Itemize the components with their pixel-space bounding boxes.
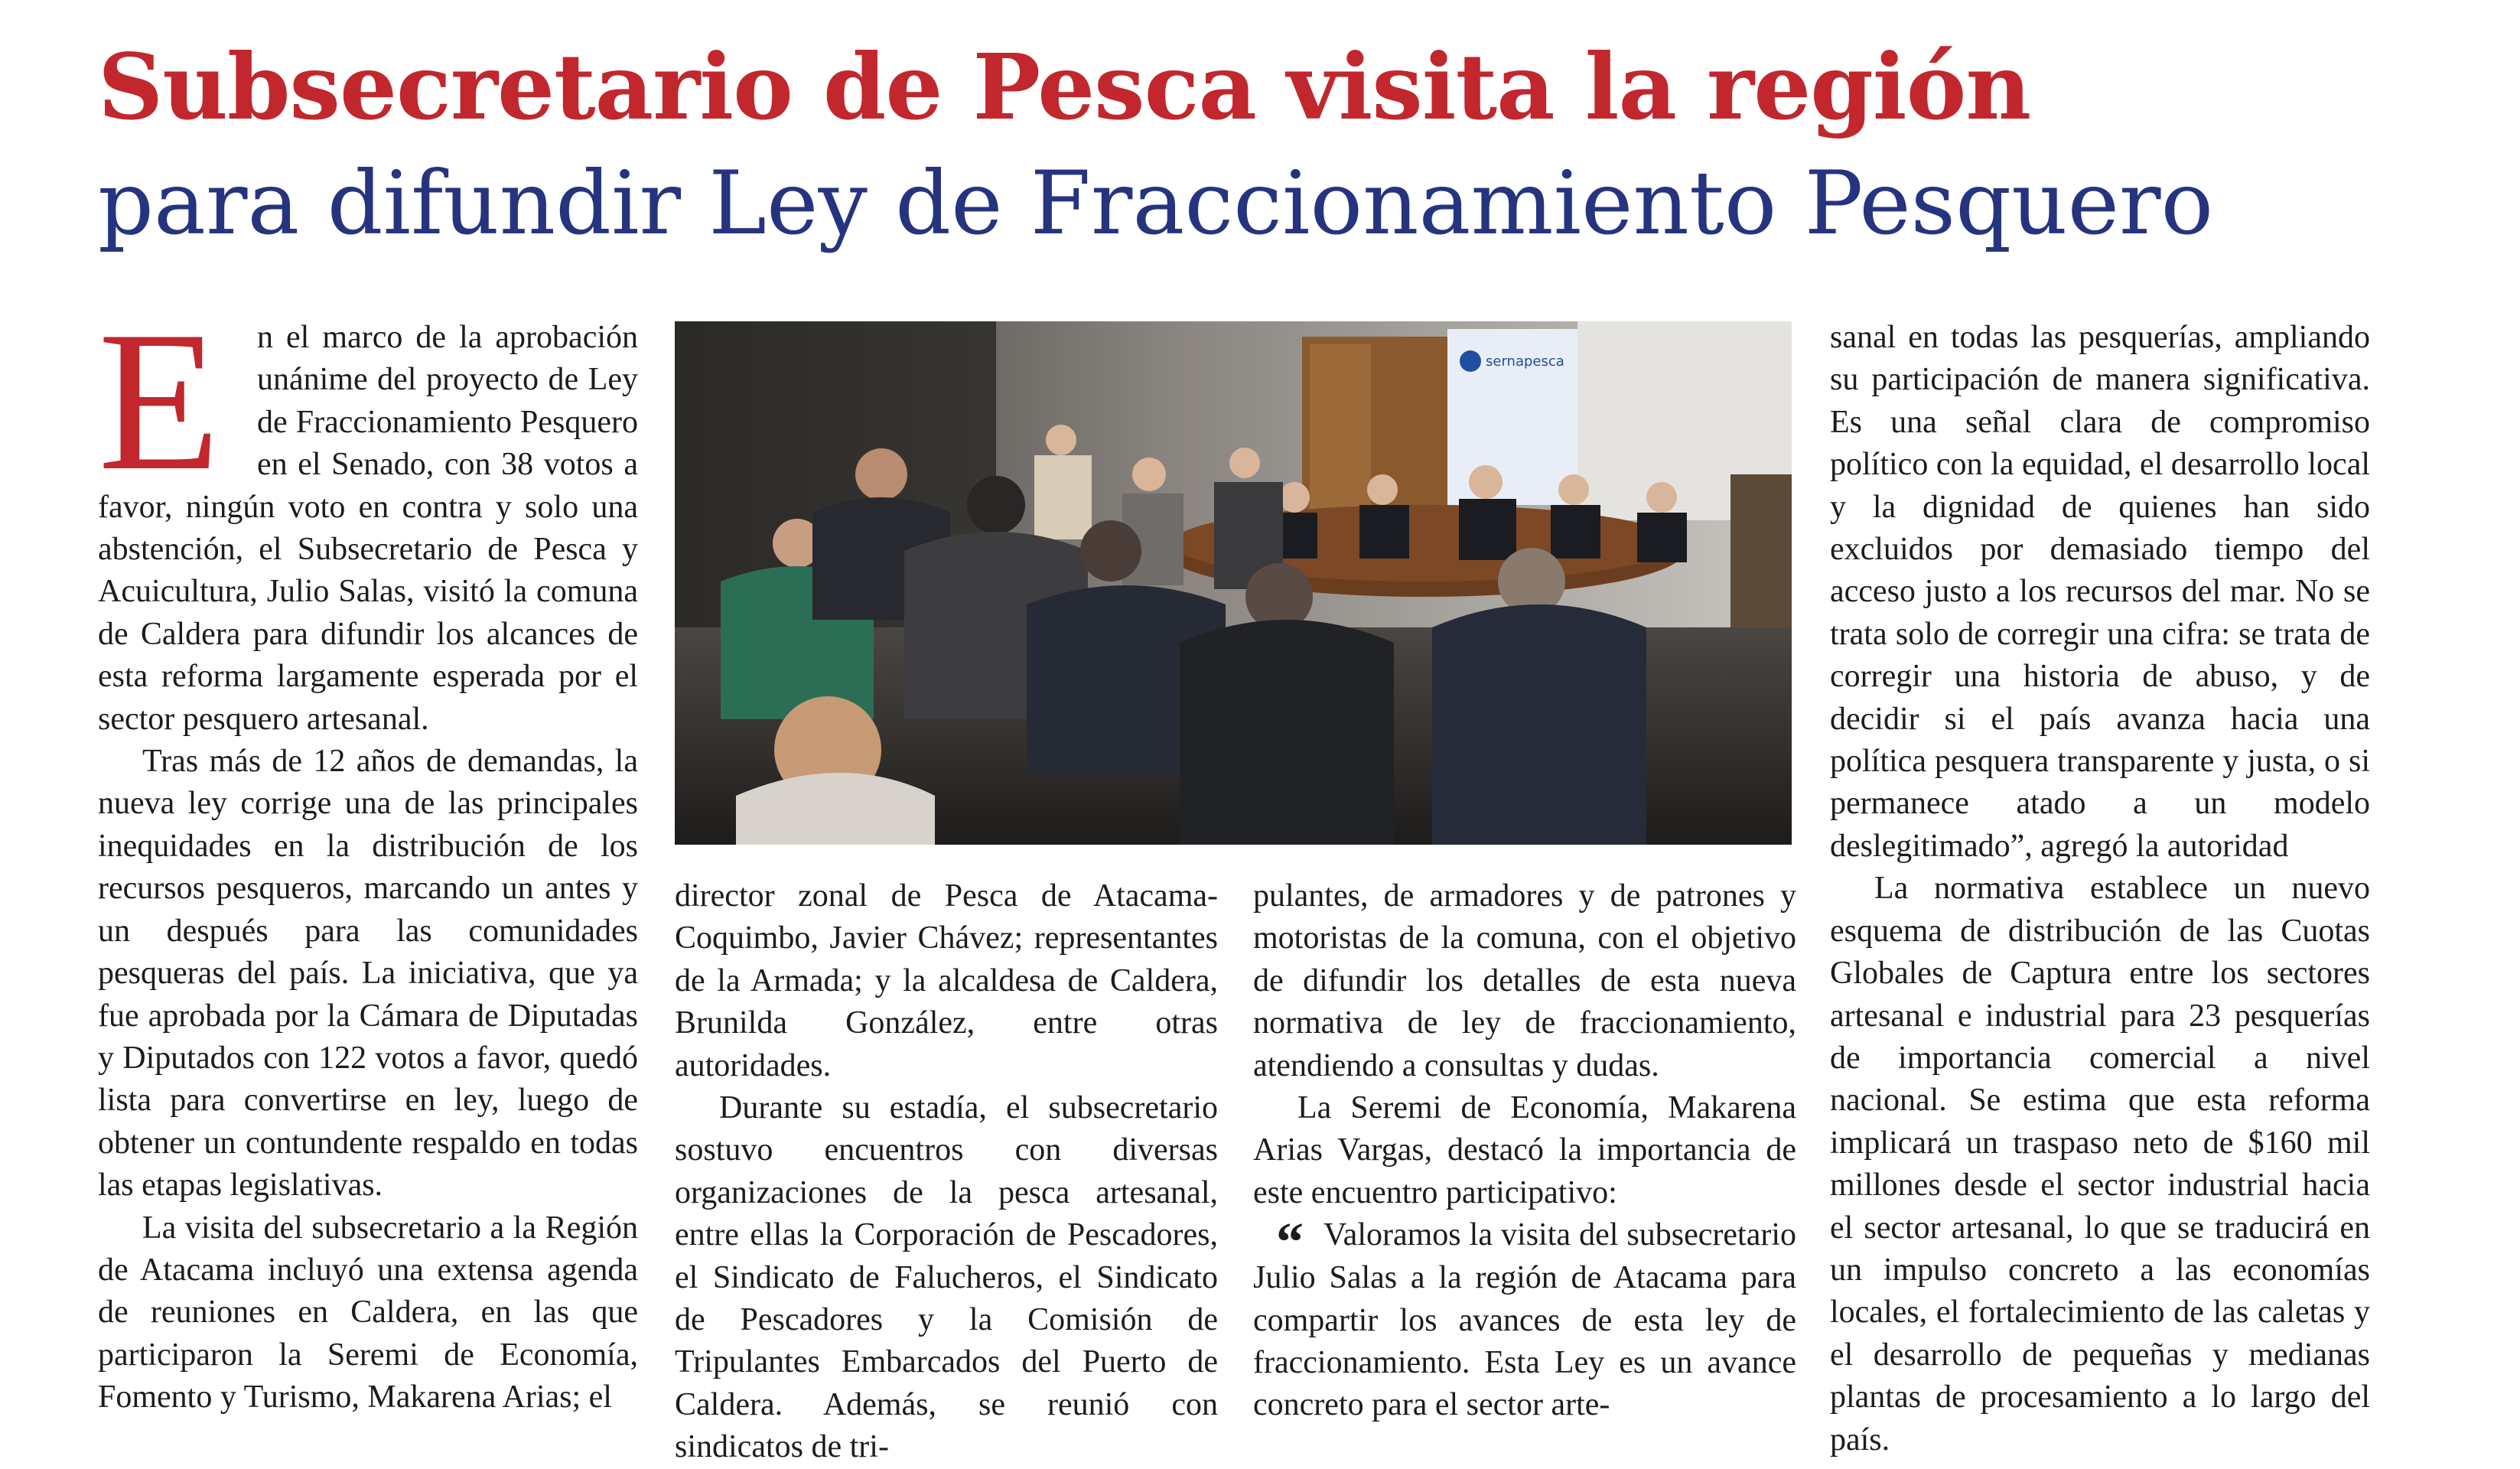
person-dark-jacket	[1180, 620, 1394, 845]
article-photo	[675, 321, 1792, 845]
headline-subtitle: para difundir Ley de Fraccionamiento Pesquero	[98, 152, 2214, 254]
article-paragraph: sanal en todas las pesquerías, ampliando su participación de manera significativa. Es una señal clara de compromiso político con la equidad, el desarrollo local y la dignidad de quienes han sido excluidos por demasiado tiempo del acceso justo a los recursos del mar. No se trata solo de corregir una cifra: se trata de corregir una historia de abuso, y de decidir si el país avanza hacia una política pesquera transparente y justa, o si permanece atado a un modelo deslegitimado”, agregó la autoridad	[1830, 320, 2370, 864]
meeting-photo-illustration	[675, 321, 1792, 845]
article-column-3	[1253, 875, 1796, 1427]
headline-main: Subsecretario de Pesca visita la región	[98, 34, 2031, 140]
quote-text: Valoramos la visita del subsecretario Julio Salas a la región de Atacama para compartir los avances de esta ley de fraccionamiento. Esta Ley es un avance concreto para el sector arte-	[1253, 1217, 1796, 1423]
article-column-2	[675, 875, 1218, 1469]
article-paragraph: Durante su estadía, el subsecretario sostuvo encuentros con diversas organizaciones de la pesca artesanal, entre ellas la Corporación de Pescadores, el Sindicato de Falucheros, el Sindicato de Pescadores y la Comisión de Tripulantes Embarcados del Puerto de Caldera. Además, se reunió con sindicatos de tri-	[675, 1090, 1218, 1465]
article-paragraph: La visita del subsecretario a la Región de Atacama incluyó una extensa agenda de reuniones en Caldera, en las que participaron la Seremi de Economía, Fomento y Turismo, Makarena Arias; el	[98, 1210, 638, 1415]
article-paragraph: La Seremi de Economía, Makarena Arias Vargas, destacó la importancia de este encuentro participativo:	[1253, 1090, 1796, 1210]
article-column-4	[1830, 317, 2370, 1461]
drop-cap: E	[98, 290, 221, 512]
quote-paragraph	[1253, 1211, 1796, 1427]
pull-quote	[1253, 1211, 1796, 1427]
article-paragraph: director zonal de Pesca de Atacama-Coquimbo, Javier Chávez; representantes de la Armada; y la alcaldesa de Caldera, Brunilda González, entre otras autoridades.	[675, 878, 1218, 1083]
article-paragraph: pulantes, de armadores y de patrones y motoristas de la comuna, con el objetivo de difundir los detalles de esta nueva normativa de ley de fraccionamiento, atendiendo a consultas y dudas.	[1253, 878, 1796, 1083]
article-paragraph: La normativa establece un nuevo esquema de distribución de las Cuotas Globales de Captura entre los sectores artesanal e industrial para 23 pesquerías de importancia comercial a nivel nacional. Se estima que esta reforma implicará un traspaso neto de $160 mil millones desde el sector industrial hacia el sector artesanal, lo que se traducirá en un impulso concreto a las economías locales, el fortalecimiento de las caletas y el desarrollo de pequeñas y medianas plantas de procesamiento a lo largo del país.	[1830, 871, 2370, 1458]
lead-text: n el marco de la aprobación unánime del proyecto de Ley de Fraccionamiento Pesquero en el Senado, con 38 votos a favor, ningún voto en contra y solo una abstención, el Subsecretario de Pesca y Acuicultura, Julio Salas, visitó la comuna de Caldera para difundir los alcances de esta reforma largamente esperada por el sector pesquero artesanal.	[98, 320, 638, 737]
article-lead-paragraph	[98, 290, 638, 741]
article-paragraph: Tras más de 12 años de demandas, la nueva ley corrige una de las principales inequidades en la distribución de los recursos pesqueros, marcando un antes y un después para las comunidades pesqueras del país. La iniciativa, que ya fue aprobada por la Cámara de Diputadas y Diputados con 122 votos a favor, quedó lista para convertirse en ley, luego de obtener un contundente respaldo en todas las etapas legislativas.	[98, 744, 638, 1204]
quote-mark-icon: “	[1276, 1211, 1304, 1273]
banner-text: sernapesca	[1486, 353, 1564, 370]
article-column-1	[98, 290, 638, 1419]
